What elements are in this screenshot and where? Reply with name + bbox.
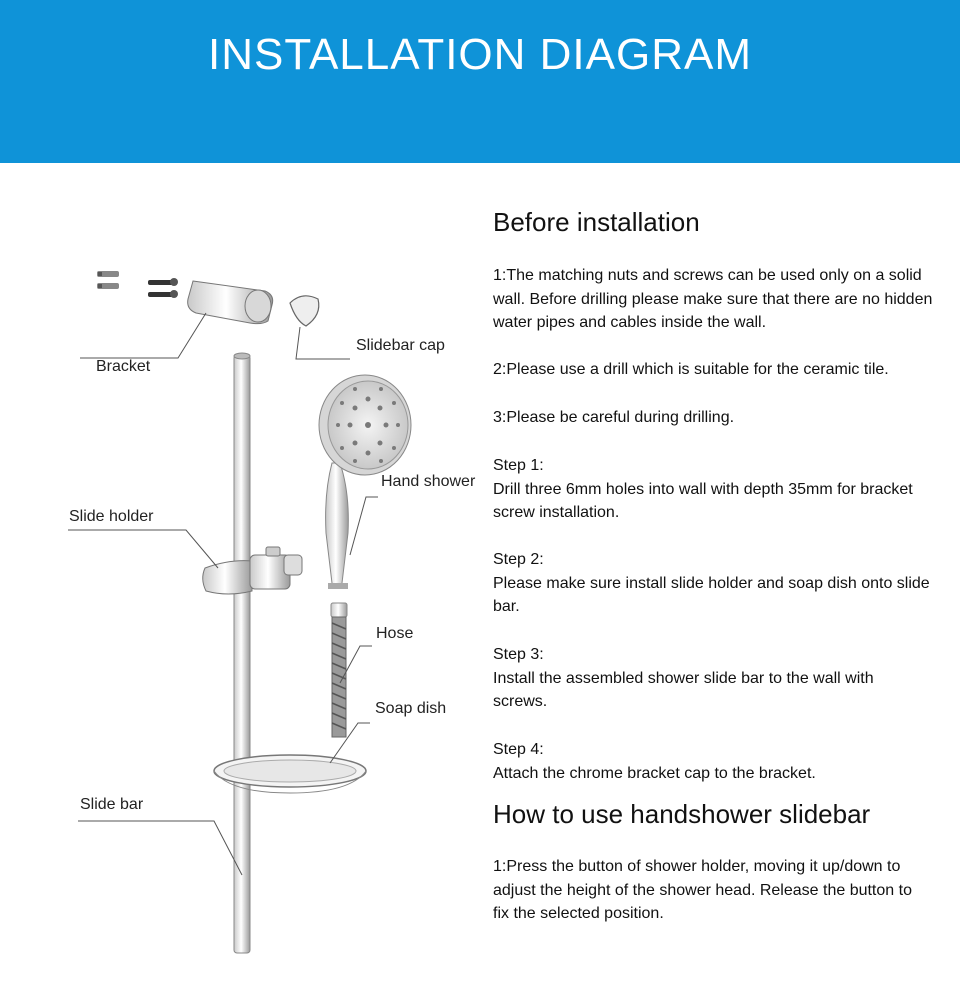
step-3 bbox=[493, 643, 893, 714]
slidebar-cap-part bbox=[290, 296, 319, 326]
step-1-title: Step 1: bbox=[493, 457, 544, 474]
how-to-use-heading: How to use handshower slidebar bbox=[493, 799, 871, 829]
callout-slide-holder: Slide holder bbox=[69, 508, 154, 525]
usage-note-1: 1:Press the button of shower holder, moving it up/down to adjust the height of the shower head. Release the button to fix the selected position. bbox=[493, 858, 912, 922]
step-4-title: Step 4: bbox=[493, 741, 544, 758]
step-4-text: Attach the chrome bracket cap to the bracket. bbox=[493, 764, 816, 782]
installation-diagram bbox=[0, 163, 476, 986]
callout-bracket: Bracket bbox=[96, 358, 151, 375]
wall-plugs bbox=[97, 271, 119, 289]
callout-hose: Hose bbox=[376, 625, 414, 642]
note-3: 3:Please be careful during drilling. bbox=[493, 409, 735, 426]
bracket-part bbox=[188, 281, 273, 324]
step-3-text: Install the assembled shower slide bar to the wall with screws. bbox=[493, 669, 874, 710]
slide-holder-part bbox=[203, 547, 302, 594]
hose-part bbox=[331, 603, 347, 737]
step-2 bbox=[493, 548, 948, 619]
note-1: 1:The matching nuts and screws can be used only on a solid wall. Before drilling please make sure that there are no hidden water pipes and cables inside the wall. bbox=[493, 267, 933, 331]
step-2-text: Please make sure install slide holder and soap dish onto slide bar. bbox=[493, 574, 930, 615]
step-2-title: Step 2: bbox=[493, 551, 544, 568]
screws bbox=[148, 278, 178, 298]
step-3-title: Step 3: bbox=[493, 646, 544, 663]
before-installation-heading: Before installation bbox=[493, 207, 700, 237]
callout-slidebar-cap: Slidebar cap bbox=[356, 337, 445, 354]
callout-hand-shower: Hand shower bbox=[381, 473, 476, 490]
step-4 bbox=[493, 738, 948, 785]
note-2: 2:Please use a drill which is suitable for the ceramic tile. bbox=[493, 361, 889, 378]
callout-slide-bar: Slide bar bbox=[80, 796, 144, 813]
step-1-text: Drill three 6mm holes into wall with depth 35mm for bracket screw installation. bbox=[493, 480, 913, 521]
diagram-illustration bbox=[0, 163, 470, 986]
callout-soap-dish: Soap dish bbox=[375, 700, 447, 717]
header-banner bbox=[0, 0, 960, 163]
page-title: INSTALLATION DIAGRAM bbox=[207, 30, 752, 79]
step-1 bbox=[493, 454, 948, 525]
